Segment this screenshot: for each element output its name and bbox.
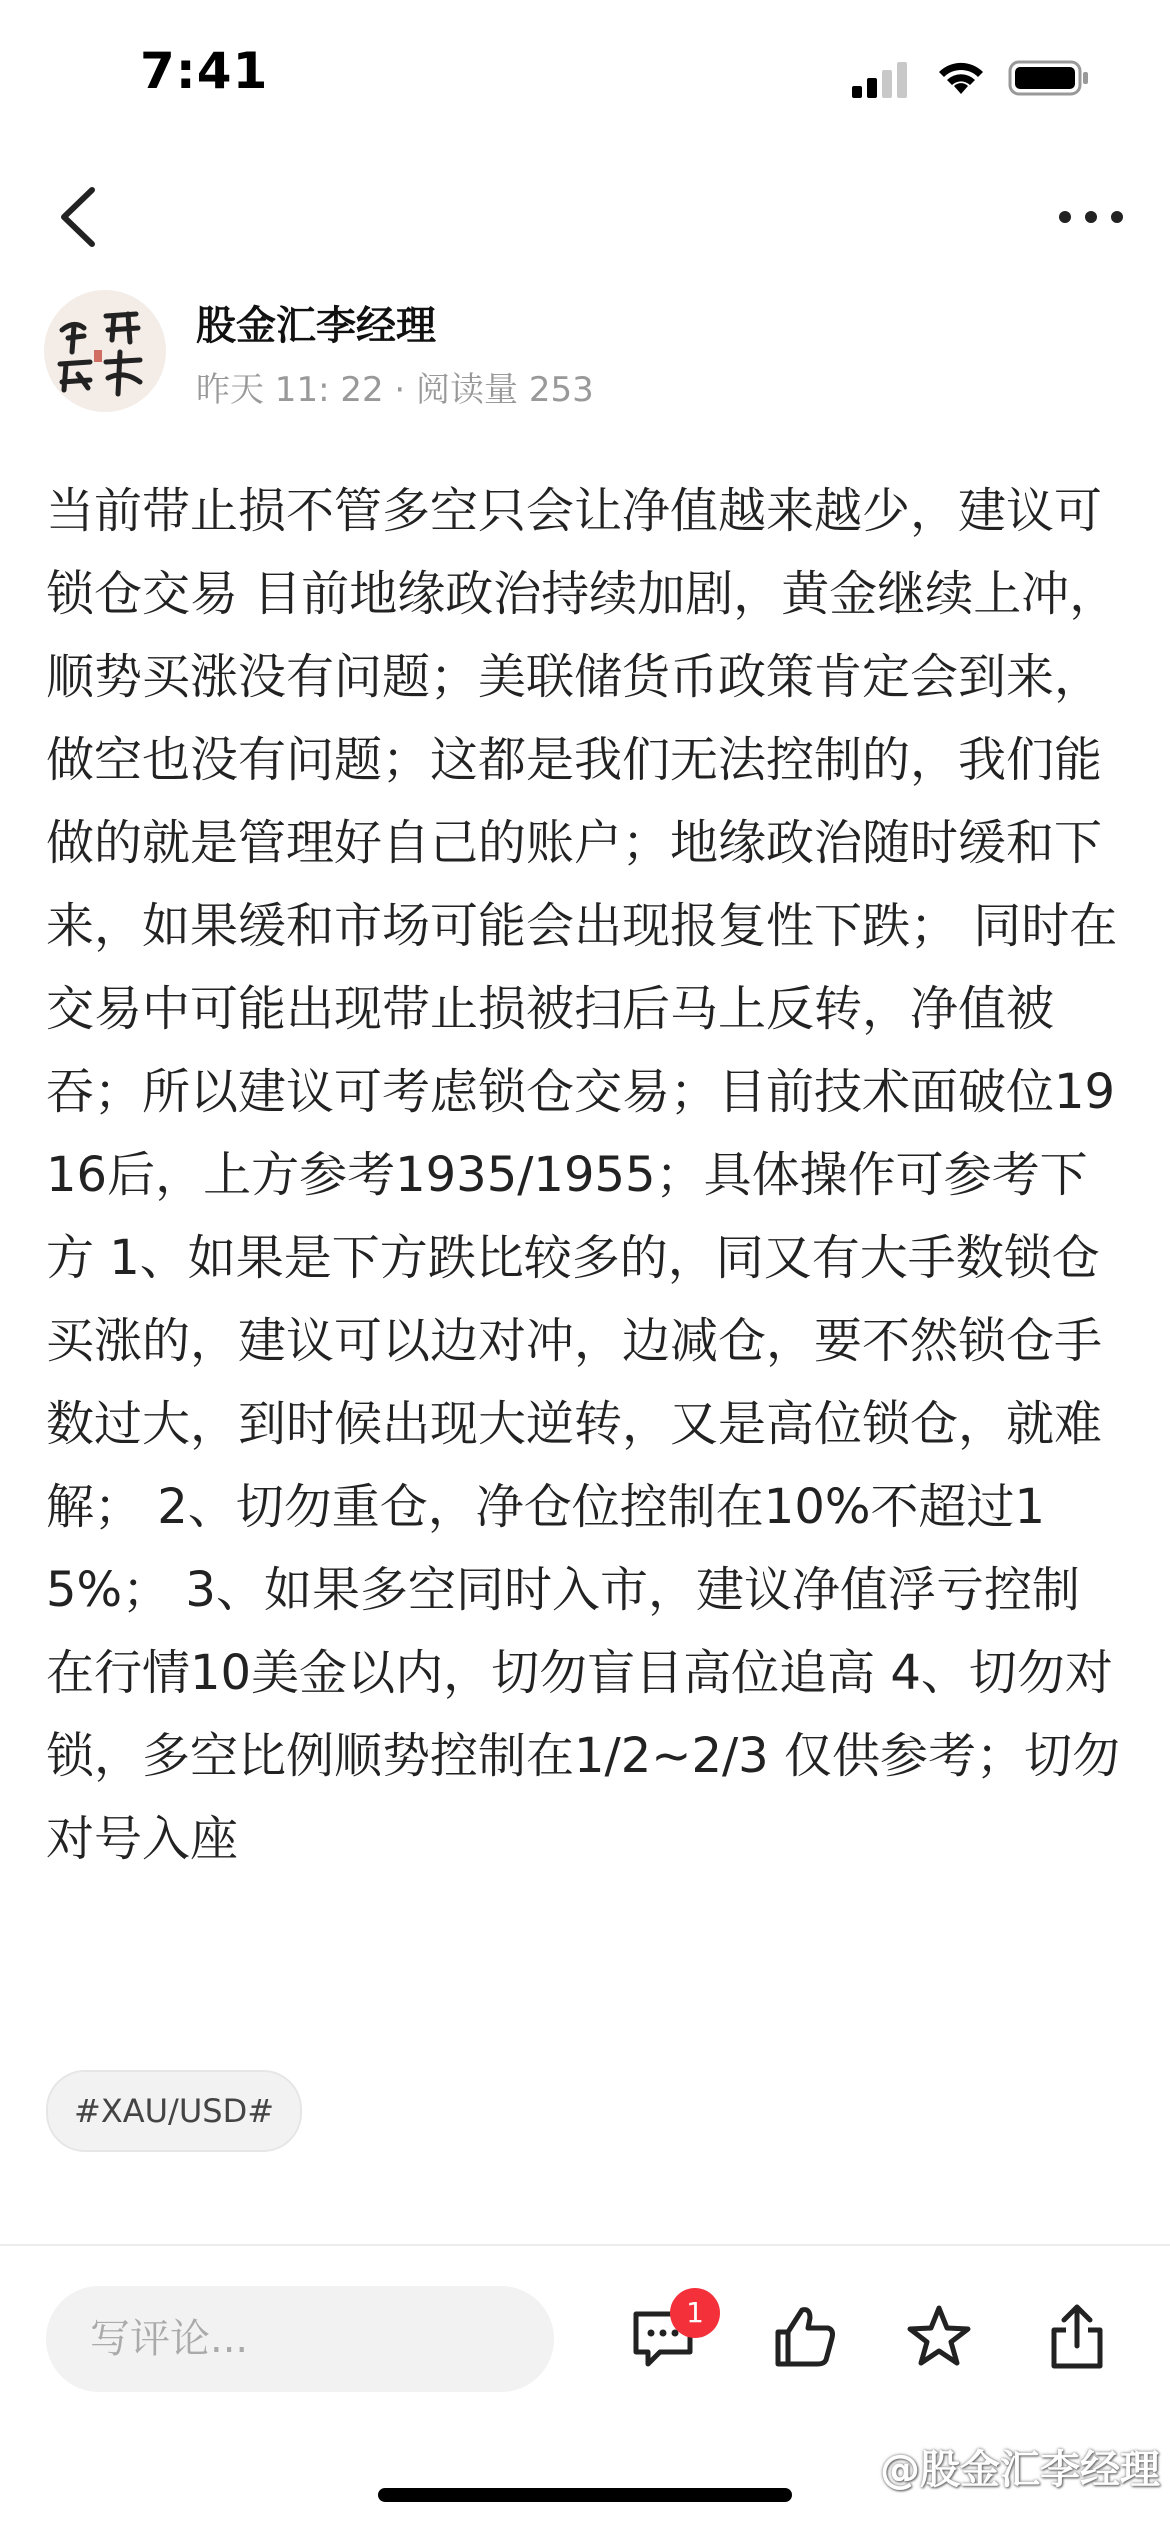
calligraphy-avatar-image xyxy=(44,290,166,412)
comment-input[interactable]: 写评论... xyxy=(46,2286,554,2392)
post-date: 昨天 11: 22 xyxy=(196,370,384,410)
topic-tag[interactable]: #XAU/USD# xyxy=(46,2070,302,2152)
chevron-left-icon[interactable] xyxy=(50,180,110,255)
avatar[interactable] xyxy=(44,290,166,412)
meta-separator: · xyxy=(394,370,406,410)
status-time: 7:41 xyxy=(140,42,269,100)
author-name[interactable]: 股金汇李经理 xyxy=(196,303,436,349)
post-body: 当前带止损不管多空只会让净值越来越少，建议可锁仓交易 目前地缘政治持续加剧，黄金继续上冲，顺势买涨没有问题；美联储货币政策肯定会到来，做空也没有问题；这都是我们无法控制的，我们能做的就是管理好自己的账户；地缘政治随时缓和下来，如果缓和市场可能会出现报复性下跌； 同时在交易中可能出现带止损被扫后马上反转，净值被吞；所以建议可考虑锁仓交易；目前技术面破位1916后，上方参考1935/1955；具体操作可参考下方 1、如果是下方跌比较多的，同又有大手数锁仓买涨的，建议可以边对冲，边减仓，要不然锁仓手数过大，到时候出现大逆转，又是高位锁仓，就难解； 2、切勿重仓，净仓位控制在10%不超过15%； 3、如果多空同时入市，建议净值浮亏控制在行情10美金以内，切勿盲目高位追高 4、切勿对锁，多空比例顺势控制在1/2~2/3 仅供参考；切勿对号入座 xyxy=(46,483,1120,1867)
read-count: 阅读量 253 xyxy=(416,370,594,410)
watermark: @股金汇李经理 xyxy=(880,2447,1160,2493)
home-indicator xyxy=(378,2488,792,2502)
post-meta xyxy=(196,362,594,411)
comment-count-badge: 1 xyxy=(670,2288,720,2338)
star-icon[interactable] xyxy=(902,2300,976,2374)
wifi-icon xyxy=(935,58,987,98)
battery-icon xyxy=(1008,58,1090,98)
cellular-signal-icon xyxy=(850,60,912,100)
status-bar xyxy=(0,0,1170,150)
like-icon[interactable] xyxy=(768,2300,842,2374)
more-horizontal-icon[interactable] xyxy=(1055,192,1127,242)
bottom-divider xyxy=(0,2244,1170,2246)
share-icon[interactable] xyxy=(1040,2300,1114,2374)
